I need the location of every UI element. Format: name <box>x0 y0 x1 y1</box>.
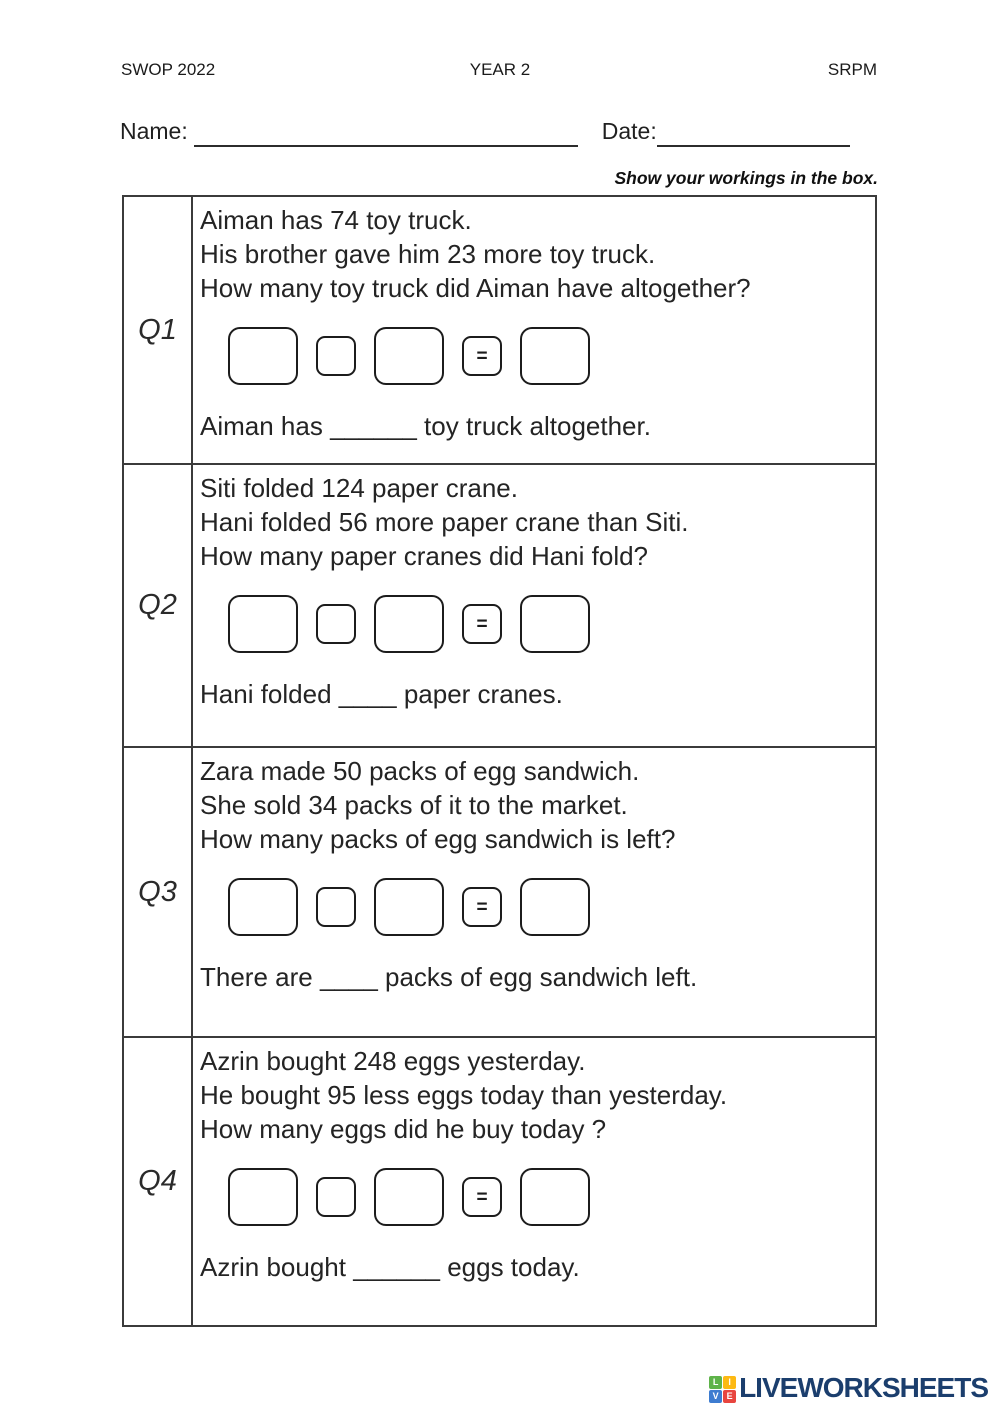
instruction-text: Show your workings in the box. <box>614 168 878 188</box>
answer-box-first-number[interactable] <box>228 1168 298 1226</box>
question-line-1: Zara made 50 packs of egg sandwich. <box>200 756 640 786</box>
question-body-q4 <box>193 1038 875 1325</box>
question-line-2: She sold 34 packs of it to the market. <box>200 790 628 820</box>
question-label-q3: Q3 <box>124 748 193 1036</box>
equals-box <box>462 336 502 376</box>
header-center-text: YEAR 2 <box>469 60 531 79</box>
question-body-q3 <box>193 748 875 1036</box>
question-line-3: How many packs of egg sandwich is left? <box>200 824 676 854</box>
question-line-1: Azrin bought 248 eggs yesterday. <box>200 1046 586 1076</box>
question-text <box>200 471 861 573</box>
equals-box <box>462 604 502 644</box>
equals-box <box>462 887 502 927</box>
question-line-2: Hani folded 56 more paper crane than Siti. <box>200 507 689 537</box>
answer-box-result[interactable] <box>520 595 590 653</box>
name-label: Name: <box>120 118 188 144</box>
answer-box-first-number[interactable] <box>228 878 298 936</box>
name-input-line[interactable] <box>194 137 578 147</box>
question-line-3: How many paper cranes did Hani fold? <box>200 541 649 571</box>
answer-box-second-number[interactable] <box>374 1168 444 1226</box>
question-body-q1 <box>193 197 875 463</box>
questions-table <box>122 195 877 1327</box>
answer-box-first-number[interactable] <box>228 327 298 385</box>
working-boxes <box>228 1168 861 1226</box>
question-line-1: Siti folded 124 paper crane. <box>200 473 518 503</box>
question-row-q3 <box>124 748 875 1038</box>
question-label-q4: Q4 <box>124 1038 193 1325</box>
answer-box-result[interactable] <box>520 327 590 385</box>
question-text <box>200 754 861 856</box>
operator-box[interactable] <box>316 887 356 927</box>
question-line-3: How many eggs did he buy today ? <box>200 1114 607 1144</box>
answer-box-result[interactable] <box>520 1168 590 1226</box>
date-input-line[interactable] <box>657 137 850 147</box>
logo-tile-v: V <box>709 1390 722 1403</box>
logo-tile-e: E <box>723 1390 736 1403</box>
question-line-2: His brother gave him 23 more toy truck. <box>200 239 656 269</box>
equals-box <box>462 1177 502 1217</box>
question-text <box>200 1044 861 1146</box>
date-label: Date: <box>601 118 657 144</box>
answer-sentence[interactable]: Hani folded ____ paper cranes. <box>200 679 563 709</box>
liveworksheets-tiles-icon <box>709 1376 736 1403</box>
question-label-q1: Q1 <box>124 197 193 463</box>
liveworksheets-logo[interactable] <box>709 1372 988 1404</box>
answer-box-result[interactable] <box>520 878 590 936</box>
question-row-q4 <box>124 1038 875 1325</box>
answer-sentence[interactable]: There are ____ packs of egg sandwich left. <box>200 962 698 992</box>
answer-box-second-number[interactable] <box>374 327 444 385</box>
question-label-q2: Q2 <box>124 465 193 746</box>
operator-box[interactable] <box>316 1177 356 1217</box>
answer-box-first-number[interactable] <box>228 595 298 653</box>
equals-sign: = <box>476 896 488 918</box>
answer-sentence[interactable]: Aiman has ______ toy truck altogether. <box>200 411 651 441</box>
answer-box-second-number[interactable] <box>374 878 444 936</box>
question-text <box>200 203 861 305</box>
liveworksheets-wordmark: LIVEWORKSHEETS <box>739 1372 988 1403</box>
question-line-2: He bought 95 less eggs today than yesterday. <box>200 1080 728 1110</box>
operator-box[interactable] <box>316 604 356 644</box>
working-boxes <box>228 327 861 385</box>
answer-sentence[interactable]: Azrin bought ______ eggs today. <box>200 1252 580 1282</box>
question-row-q2 <box>124 465 875 748</box>
answer-box-second-number[interactable] <box>374 595 444 653</box>
question-line-1: Aiman has 74 toy truck. <box>200 205 472 235</box>
equals-sign: = <box>476 345 488 367</box>
operator-box[interactable] <box>316 336 356 376</box>
equals-sign: = <box>476 1186 488 1208</box>
question-row-q1 <box>124 197 875 465</box>
document-header <box>0 60 1000 82</box>
logo-tile-l: L <box>709 1376 722 1389</box>
name-date-row <box>120 118 878 147</box>
working-boxes <box>228 878 861 936</box>
header-left-text: SWOP 2022 <box>121 60 216 79</box>
working-boxes <box>228 595 861 653</box>
logo-tile-i: I <box>723 1376 736 1389</box>
header-right-text: SRPM <box>827 60 877 79</box>
question-body-q2 <box>193 465 875 746</box>
equals-sign: = <box>476 613 488 635</box>
question-line-3: How many toy truck did Aiman have altogether? <box>200 273 751 303</box>
